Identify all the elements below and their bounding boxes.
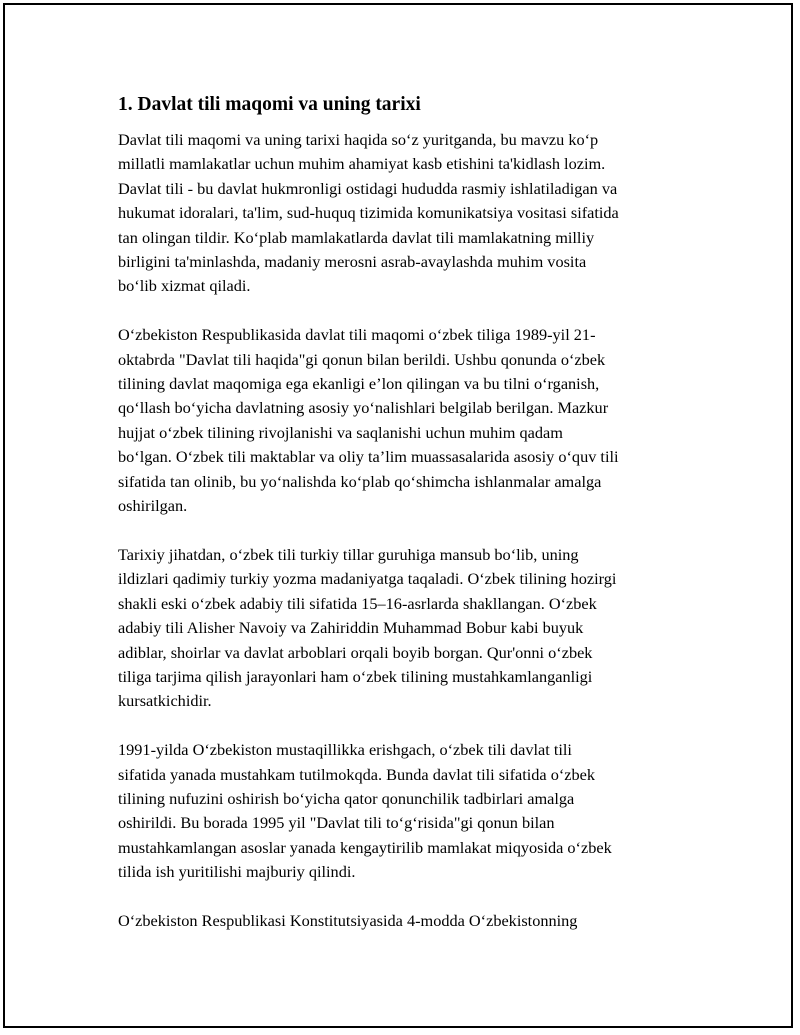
text-line: tan olingan tildir. Koʻplab mamlakatlarda davlat tili mamlakatning milliy <box>118 227 595 247</box>
text-line: ildizlari qadimiy turkiy yozma madaniyatga taqaladi. Oʻzbek tilining hozirgi <box>118 569 617 589</box>
text-line: boʻlib xizmat qiladi. <box>118 276 251 296</box>
document-body <box>118 92 698 958</box>
text-line: Oʻzbekiston Respublikasida davlat tili maqomi oʻzbek tiliga 1989-yil 21- <box>118 325 596 345</box>
text-line: Davlat tili - bu davlat hukmronligi ostidagi hududda rasmiy ishlatiladigan va <box>118 178 618 198</box>
text-line: hukumat idoralari, ta'lim, sud-huquq tizimida komunikatsiya vositasi sifatida <box>118 203 619 223</box>
text-line: oshirilgan. <box>118 496 188 516</box>
text-line: sifatida tan olinib, bu yoʻnalishda koʻplab qoʻshimcha ishlanmalar amalga <box>118 471 602 491</box>
text-line: Tarixiy jihatdan, oʻzbek tili turkiy tillar guruhiga mansub boʻlib, uning <box>118 544 579 564</box>
paragraph-4 <box>118 738 698 884</box>
text-line: millatli mamlakatlar uchun muhim ahamiyat kasb etishini ta'kidlash lozim. <box>118 154 606 174</box>
paragraph-3 <box>118 543 698 714</box>
paragraph-2 <box>118 323 698 518</box>
text-line: tiliga tarjima qilish jarayonlari ham oʻzbek tilining mustahkamlanganligi <box>118 666 593 686</box>
text-line: tilining davlat maqomiga ega ekanligi e’lon qilingan va bu tilni oʻrganish, <box>118 374 600 394</box>
text-line: qoʻllash boʻyicha davlatning asosiy yoʻnalishlari belgilab berilgan. Mazkur <box>118 398 609 418</box>
text-line: sifatida yanada mustahkam tutilmokqda. Bunda davlat tili sifatida oʻzbek <box>118 764 596 784</box>
text-line: hujjat oʻzbek tilining rivojlanishi va saqlanishi uchun muhim qadam <box>118 422 563 442</box>
text-line: adiblar, shoirlar va davlat arboblari orqali boyib borgan. Qur'onni oʻzbek <box>118 642 593 662</box>
text-line: shakli eski oʻzbek adabiy tili sifatida 15–16-asrlarda shakllangan. Oʻzbek <box>118 593 597 613</box>
text-line: boʻlgan. Oʻzbek tili maktablar va oliy ta’lim muassasalarida asosiy oʻquv tili <box>118 447 619 467</box>
section-heading: 1. Davlat tili maqomi va uning tarixi <box>118 94 421 115</box>
text-line: oshirildi. Bu borada 1995 yil "Davlat tili toʻgʻrisida"gi qonun bilan <box>118 813 555 833</box>
text-line: oktabrda "Davlat tili haqida"gi qonun bilan berildi. Ushbu qonunda oʻzbek <box>118 349 606 369</box>
text-line: adabiy tili Alisher Navoiy va Zahiriddin Muhammad Bobur kabi buyuk <box>118 618 584 638</box>
paragraph-5 <box>118 909 698 933</box>
text-line: kursatkichidir. <box>118 691 212 711</box>
text-line: Oʻzbekiston Respublikasi Konstitutsiyasida 4-modda Oʻzbekistonning <box>118 910 578 930</box>
paragraph-1 <box>118 128 698 299</box>
text-line: tilida ish yuritilishi majburiy qilindi. <box>118 862 356 882</box>
text-line: mustahkamlangan asoslar yanada kengaytirilib mamlakat miqyosida oʻzbek <box>118 837 612 857</box>
text-line: Davlat tili maqomi va uning tarixi haqida soʻz yuritganda, bu mavzu koʻp <box>118 130 599 149</box>
text-line: 1991-yilda Oʻzbekiston mustaqillikka erishgach, oʻzbek tili davlat tili <box>118 740 572 760</box>
text-line: tilining nufuzini oshirish boʻyicha qator qonunchilik tadbirlari amalga <box>118 788 575 808</box>
text-line: birligini ta'minlashda, madaniy merosni asrab-avaylashda muhim vosita <box>118 252 587 272</box>
